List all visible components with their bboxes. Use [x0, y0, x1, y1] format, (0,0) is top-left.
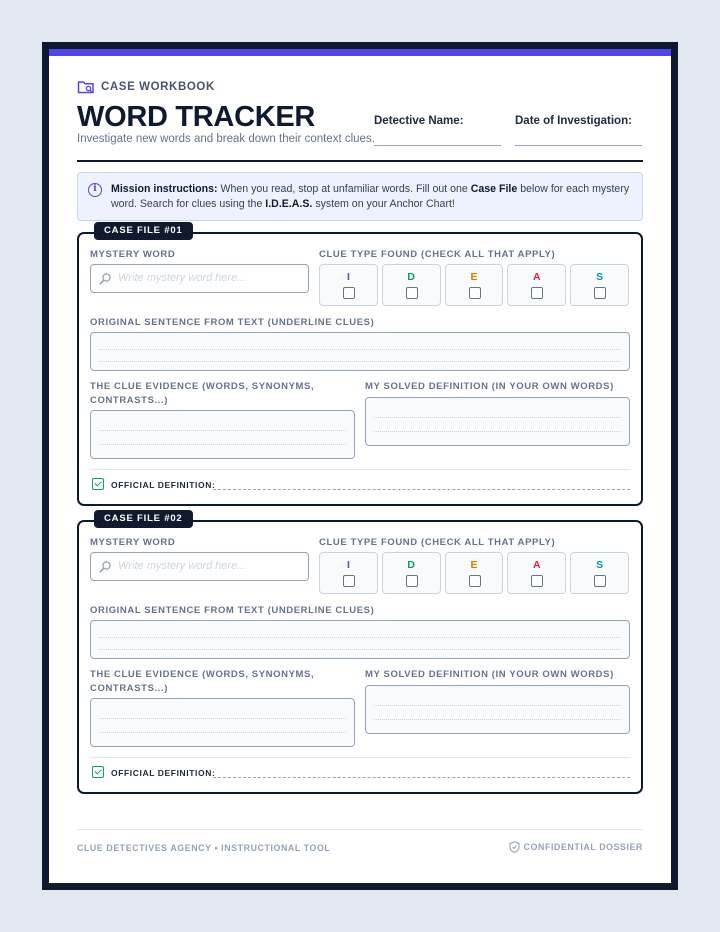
clue-letter: D — [407, 559, 415, 571]
case-file-1 — [77, 225, 643, 506]
eyebrow — [77, 79, 215, 95]
clue-checkbox-i[interactable] — [343, 287, 355, 299]
mystery-word-placeholder: Write mystery word here... — [118, 560, 247, 572]
case-file-tag: CASE FILE #02 — [94, 510, 193, 528]
clue-evidence-box[interactable] — [90, 410, 355, 459]
clue-type-checkboxes — [319, 264, 629, 306]
official-definition-row — [90, 757, 630, 785]
footer-confidential-label: CONFIDENTIAL DOSSIER — [523, 842, 643, 852]
checkbox-icon — [92, 766, 104, 778]
clue-checkbox-i[interactable] — [343, 575, 355, 587]
date-field[interactable] — [515, 145, 642, 146]
mystery-word-placeholder: Write mystery word here... — [118, 272, 247, 284]
worksheet-page — [49, 49, 671, 883]
clue-type-label: CLUE TYPE FOUND (CHECK ALL THAT APPLY) — [319, 249, 556, 260]
clue-letter: S — [596, 271, 604, 283]
clue-letter: E — [470, 559, 478, 571]
page-subtitle: Investigate new words and break down their context clues. — [77, 133, 375, 145]
clue-letter: I — [346, 271, 350, 283]
original-sentence-label: ORIGINAL SENTENCE FROM TEXT (UNDERLINE CLUES) — [90, 317, 375, 328]
clue-letter: A — [532, 271, 541, 283]
clue-type-checkboxes — [319, 552, 629, 594]
clue-letter: D — [407, 271, 415, 283]
solved-definition-box[interactable] — [365, 397, 630, 446]
mystery-word-input[interactable] — [90, 552, 309, 581]
original-sentence-label: ORIGINAL SENTENCE FROM TEXT (UNDERLINE CLUES) — [90, 605, 375, 616]
clue-checkbox-e[interactable] — [469, 287, 481, 299]
official-definition-row — [90, 469, 630, 497]
magnifying-glass-icon — [98, 560, 112, 574]
clue-letter: S — [596, 559, 604, 571]
clue-option-d — [382, 264, 441, 306]
header-divider — [77, 160, 643, 162]
detective-name-label: Detective Name: — [374, 115, 464, 127]
clue-option-i — [319, 552, 378, 594]
clue-letter: E — [470, 271, 478, 283]
clue-option-s — [570, 264, 629, 306]
mystery-word-label: MYSTERY WORD — [90, 537, 176, 548]
clue-checkbox-d[interactable] — [406, 575, 418, 587]
clue-option-a — [507, 552, 566, 594]
original-sentence-box[interactable] — [90, 620, 630, 659]
solved-definition-box[interactable] — [365, 685, 630, 734]
clue-checkbox-e[interactable] — [469, 575, 481, 587]
footer-divider — [77, 829, 643, 830]
footer-agency: CLUE DETECTIVES AGENCY • INSTRUCTIONAL TOOL — [77, 843, 331, 853]
info-icon: i — [88, 183, 102, 197]
case-file-tag: CASE FILE #01 — [94, 222, 193, 240]
clue-option-a — [507, 264, 566, 306]
solved-definition-label: MY SOLVED DEFINITION (IN YOUR OWN WORDS) — [365, 381, 614, 392]
case-file-2 — [77, 513, 643, 794]
mystery-word-label: MYSTERY WORD — [90, 249, 176, 260]
clue-checkbox-s[interactable] — [594, 287, 606, 299]
magnifying-glass-icon — [98, 272, 112, 286]
official-definition-field[interactable] — [213, 489, 630, 490]
clue-evidence-label: THE CLUE EVIDENCE (WORDS, SYNONYMS, CONTRASTS...) — [90, 381, 315, 406]
mission-text: Mission instructions: When you read, stop at unfamiliar words. Fill out one Case File below for each mystery word. Search for clues using the I.D.E.A.S. system on your Anchor Chart! — [111, 183, 630, 210]
original-sentence-box[interactable] — [90, 332, 630, 371]
official-definition-label: OFFICIAL DEFINITION: — [111, 480, 216, 490]
clue-option-e — [445, 264, 504, 306]
clue-checkbox-d[interactable] — [406, 287, 418, 299]
detective-name-field[interactable] — [374, 145, 501, 146]
date-label: Date of Investigation: — [515, 115, 632, 127]
clue-option-e — [445, 552, 504, 594]
clue-letter: I — [346, 559, 350, 571]
clue-evidence-label: THE CLUE EVIDENCE (WORDS, SYNONYMS, CONTRASTS...) — [90, 669, 315, 694]
checkbox-icon — [92, 478, 104, 490]
footer-confidential — [509, 841, 643, 853]
clue-checkbox-a[interactable] — [531, 575, 543, 587]
folder-search-icon — [77, 79, 95, 95]
clue-option-s — [570, 552, 629, 594]
clue-evidence-box[interactable] — [90, 698, 355, 747]
mission-box — [77, 172, 643, 221]
shield-icon — [509, 841, 520, 853]
official-definition-label: OFFICIAL DEFINITION: — [111, 768, 216, 778]
clue-type-label: CLUE TYPE FOUND (CHECK ALL THAT APPLY) — [319, 537, 556, 548]
page-title: WORD TRACKER — [77, 101, 316, 133]
clue-option-d — [382, 552, 441, 594]
official-definition-field[interactable] — [213, 777, 630, 778]
clue-checkbox-a[interactable] — [531, 287, 543, 299]
mystery-word-input[interactable] — [90, 264, 309, 293]
clue-option-i — [319, 264, 378, 306]
clue-letter: A — [532, 559, 541, 571]
eyebrow-text: CASE WORKBOOK — [101, 81, 215, 93]
clue-checkbox-s[interactable] — [594, 575, 606, 587]
accent-bar — [49, 49, 671, 56]
solved-definition-label: MY SOLVED DEFINITION (IN YOUR OWN WORDS) — [365, 669, 614, 680]
